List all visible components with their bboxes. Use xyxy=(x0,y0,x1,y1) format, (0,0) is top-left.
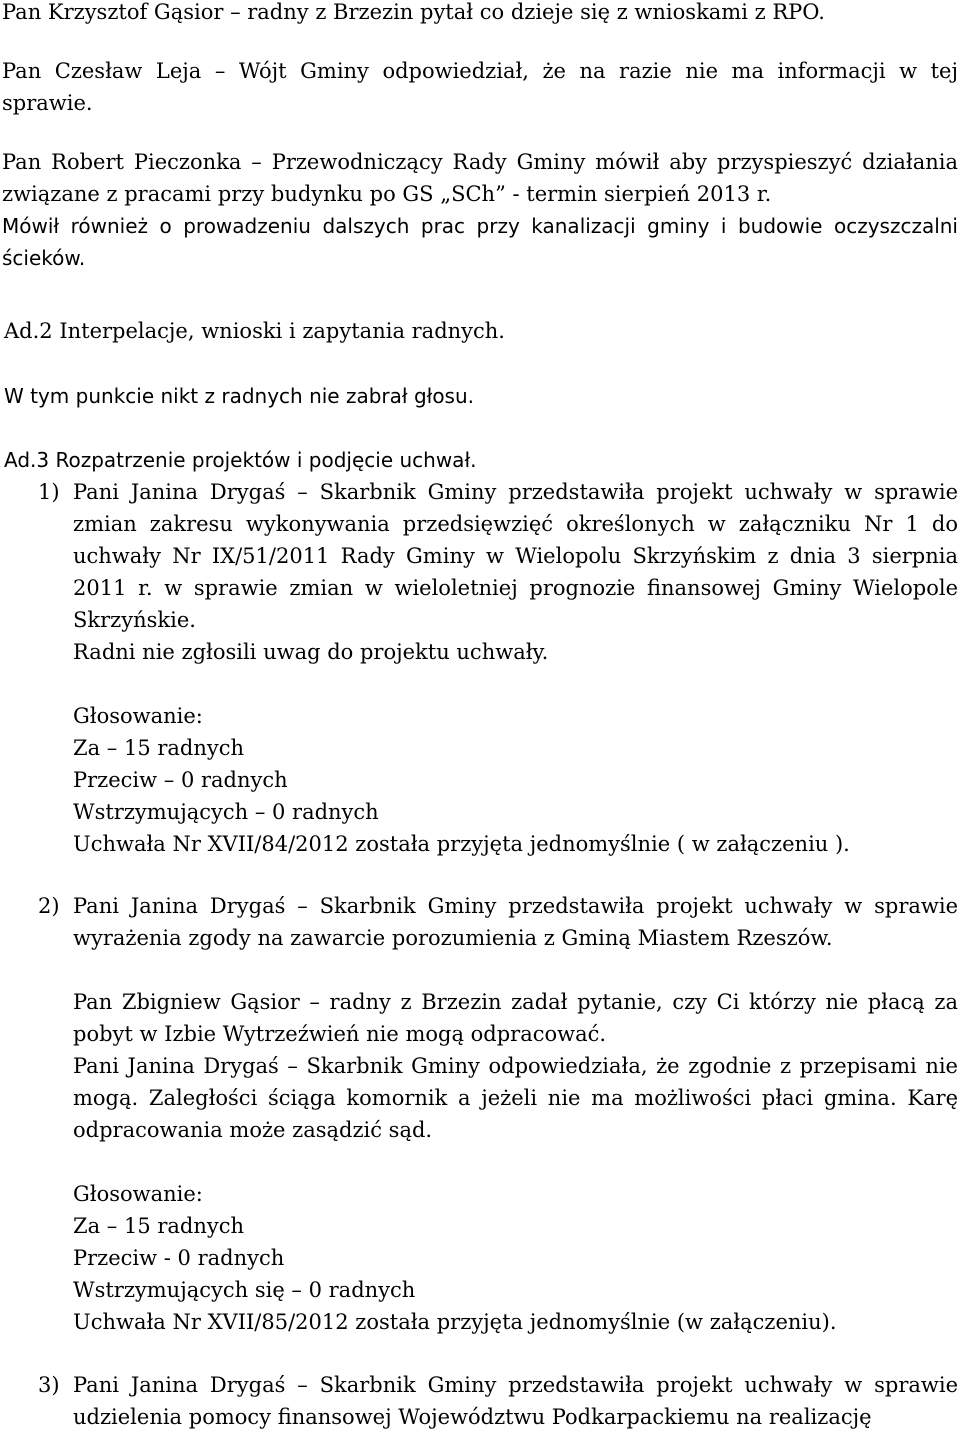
item-number: 3) xyxy=(38,1373,60,1397)
item-1 xyxy=(0,476,958,860)
section-discussion xyxy=(2,0,958,274)
paragraph-pieczonka-sewage: Mówił również o prowadzeniu dalszych prac przy kanalizacji gminy i budowie oczyszczalni ścieków. xyxy=(2,214,958,270)
vote-block-1 xyxy=(0,700,958,860)
paragraph-pieczonka-statement: Pan Robert Pieczonka – Przewodniczący Rady Gminy mówił aby przyspieszyć działania związane z pracami przy budynku po GS „SCh” - termin sierpień 2013 r. xyxy=(2,150,958,206)
heading-ad2: Ad.2 Interpelacje, wnioski i zapytania radnych. xyxy=(4,319,505,343)
vote-label: Głosowanie: xyxy=(73,704,203,728)
vote-for: Za – 15 radnych xyxy=(73,736,245,760)
paragraph-ad2-body: W tym punkcie nikt z radnych nie zabrał głosu. xyxy=(4,384,475,408)
item-2 xyxy=(0,890,958,1338)
item-number: 1) xyxy=(38,480,60,504)
vote-block-2 xyxy=(0,1178,958,1338)
item-1-body xyxy=(0,476,958,636)
item-number: 2) xyxy=(38,894,60,918)
item-1-text: Pani Janina Drygaś – Skarbnik Gminy przedstawiła projekt uchwały w sprawie zmian zakresu wykonywania przedsięwzięć określonych w załączniku Nr 1 do uchwały Nr IX/51/2011 Rady Gminy w Wielopolu Skrzyńskim z dnia 3 sierpnia 2011 r. w sprawie zmian w wieloletniej prognozie finansowej Gminy Wielopole Skrzyńskie. xyxy=(73,480,958,632)
vote-label: Głosowanie: xyxy=(73,1182,203,1206)
resolution-84: Uchwała Nr XVII/84/2012 została przyjęta jednomyślnie ( w załączeniu ). xyxy=(73,832,850,856)
vote-against: Przeciw – 0 radnych xyxy=(73,768,288,792)
item-1-note: Radni nie zgłosili uwag do projektu uchwały. xyxy=(73,640,549,664)
item-3-body xyxy=(0,1369,958,1433)
item-2-question: Pan Zbigniew Gąsior – radny z Brzezin zadał pytanie, czy Ci którzy nie płacą za pobyt w Izbie Wytrzeźwień nie mogą odpracować. xyxy=(73,990,958,1046)
heading-ad3: Ad.3 Rozpatrzenie projektów i podjęcie uchwał. xyxy=(4,448,477,472)
item-2-text: Pani Janina Drygaś – Skarbnik Gminy przedstawiła projekt uchwały w sprawie wyrażenia zgody na zawarcie porozumienia z Gminą Miastem Rzeszów. xyxy=(73,894,958,950)
vote-abstain: Wstrzymujących – 0 radnych xyxy=(73,800,379,824)
item-2-answer: Pani Janina Drygaś – Skarbnik Gminy odpowiedziała, że zgodnie z przepisami nie mogą. Zaległości ściąga komornik a jeżeli nie ma możliwości płaci gmina. Karę odpracowania może zasądzić sąd. xyxy=(73,1054,958,1142)
vote-for: Za – 15 radnych xyxy=(73,1214,245,1238)
vote-against: Przeciw - 0 radnych xyxy=(73,1246,285,1270)
resolution-85: Uchwała Nr XVII/85/2012 została przyjęta jednomyślnie (w załączeniu). xyxy=(73,1310,837,1334)
vote-abstain: Wstrzymujących się – 0 radnych xyxy=(73,1278,416,1302)
item-3-text: Pani Janina Drygaś – Skarbnik Gminy przedstawiła projekt uchwały w sprawie udzielenia pomocy finansowej Województwu Podkarpackiemu na realizację xyxy=(73,1373,958,1429)
paragraph-leja-answer: Pan Czesław Leja – Wójt Gminy odpowiedział, że na razie nie ma informacji w tej sprawie. xyxy=(2,59,958,115)
item-2-body xyxy=(0,890,958,954)
item-3 xyxy=(0,1369,958,1433)
paragraph-gasior-question: Pan Krzysztof Gąsior – radny z Brzezin pytał co dzieje się z wnioskami z RPO. xyxy=(2,0,825,24)
